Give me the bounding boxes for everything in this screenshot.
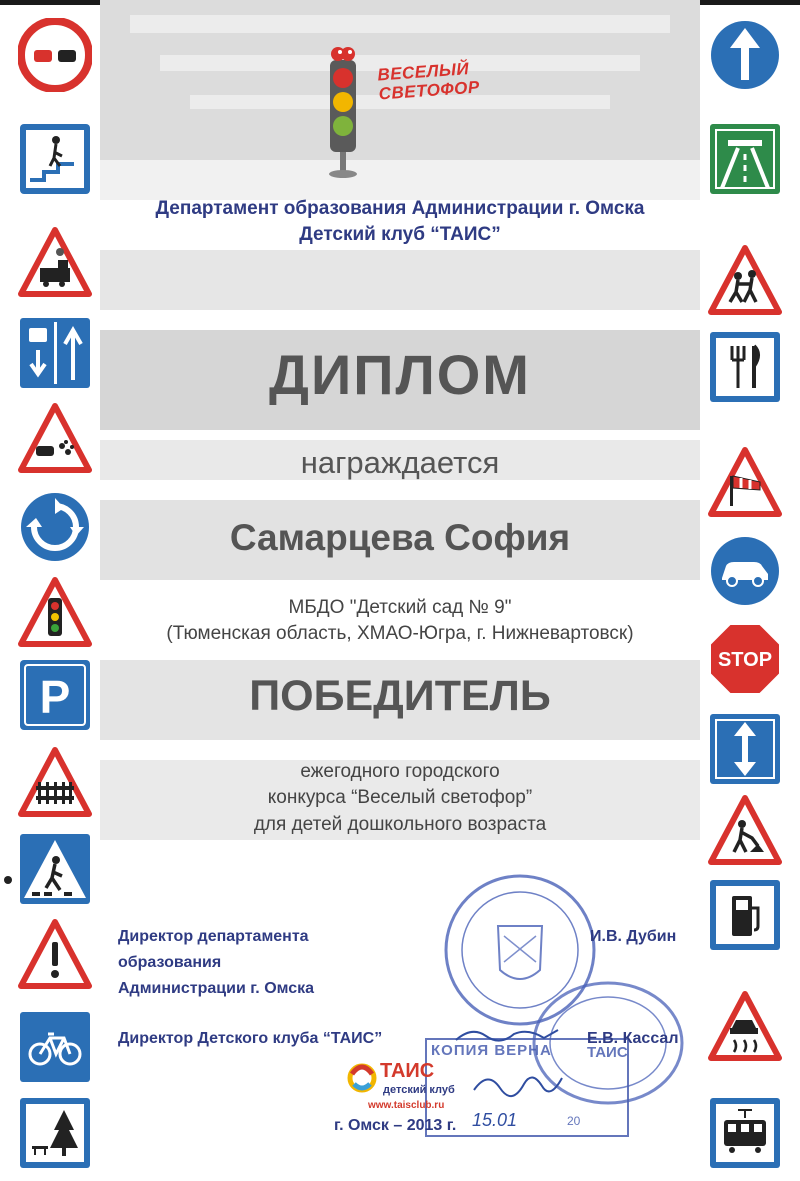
svg-text:P: P	[39, 671, 71, 723]
danger-sign-icon	[18, 918, 92, 992]
traffic-light-sign-icon	[18, 576, 92, 650]
organization-name: МБДО "Детский сад № 9"	[288, 597, 512, 618]
contest-line-2: конкурса “Веселый светофор”	[267, 787, 533, 808]
no-overtaking-sign-icon	[18, 18, 92, 92]
result-title: ПОБЕДИТЕЛЬ	[249, 672, 551, 720]
fuel-station-sign-icon	[708, 878, 782, 952]
copy-signature-scribble-icon	[468, 1060, 568, 1110]
railroad-barrier-sign-icon	[18, 746, 92, 820]
restaurant-sign-icon	[708, 330, 782, 404]
city-year: г. Омск – 2013 г.	[334, 1117, 457, 1134]
road-works-sign-icon	[708, 794, 782, 868]
club-director-name: Е.В. Кассал	[587, 1030, 679, 1047]
side-wind-sign-icon	[708, 446, 782, 520]
logo-title-line1: ВЕСЕЛЫЙ	[376, 59, 470, 85]
club-director-title: Директор Детского клуба “ТАИС”	[118, 1030, 383, 1047]
department-heading: Департамент образования Администрации г. Омска	[155, 198, 645, 219]
gravel-ejection-sign-icon	[18, 402, 92, 476]
lane-direction-sign-icon	[18, 316, 92, 390]
tais-logo-url: www.taisclub.ru	[368, 1100, 445, 1111]
tram-sign-icon	[708, 1096, 782, 1170]
dept-director-line1: Директор департамента	[118, 928, 309, 945]
copy-stamp-title: КОПИЯ ВЕРНА	[431, 1042, 552, 1059]
recipient-name: Самарцева София	[229, 517, 571, 558]
contest-line-1: ежегодного городского	[300, 761, 500, 782]
children-sign-icon	[708, 244, 782, 318]
organization-location: (Тюменская область, ХМАО-Югра, г. Нижневартовск)	[166, 623, 634, 644]
dept-director-line3: Администрации г. Омска	[118, 980, 315, 997]
level-crossing-train-sign-icon	[18, 226, 92, 300]
tais-logo-name: ТАИС	[380, 1060, 435, 1082]
one-way-ahead-sign-icon	[708, 18, 782, 92]
copy-stamp-year: 20	[567, 1114, 581, 1128]
signature-scribble-icon	[452, 1018, 562, 1058]
club-heading: Детский клуб “ТАИС”	[299, 224, 501, 245]
slippery-road-sign-icon	[708, 990, 782, 1064]
svg-text:STOP: STOP	[717, 649, 773, 671]
parking-sign-icon	[18, 658, 92, 732]
stop-sign-icon	[708, 622, 782, 696]
dept-director-title	[118, 924, 314, 1002]
copy-stamp-initials: ТАИС	[587, 1044, 628, 1061]
tais-logo-subtitle: детский клуб	[383, 1084, 455, 1096]
pedestrian-underpass-sign-icon	[18, 122, 92, 196]
dept-director-name: И.В. Дубин	[590, 928, 677, 945]
contest-line-3: для детей дошкольного возраста	[253, 814, 547, 835]
dept-director-line2: образования	[118, 954, 222, 971]
logo-title-line2: СВЕТОФОР	[378, 77, 481, 104]
handwritten-date: 15.01	[472, 1110, 518, 1130]
rest-area-sign-icon	[18, 1096, 92, 1170]
awarded-text: награждается	[300, 445, 500, 480]
two-way-traffic-sign-icon	[708, 712, 782, 786]
bicycle-path-sign-icon	[18, 1010, 92, 1084]
scan-dot	[4, 876, 12, 884]
motorway-sign-icon	[708, 122, 782, 196]
roundabout-sign-icon	[18, 490, 92, 564]
diploma-title: ДИПЛОМ	[269, 343, 531, 406]
pedestrian-crossing-sign-icon	[18, 832, 92, 906]
cars-only-sign-icon	[708, 534, 782, 608]
logo-title	[377, 59, 481, 104]
